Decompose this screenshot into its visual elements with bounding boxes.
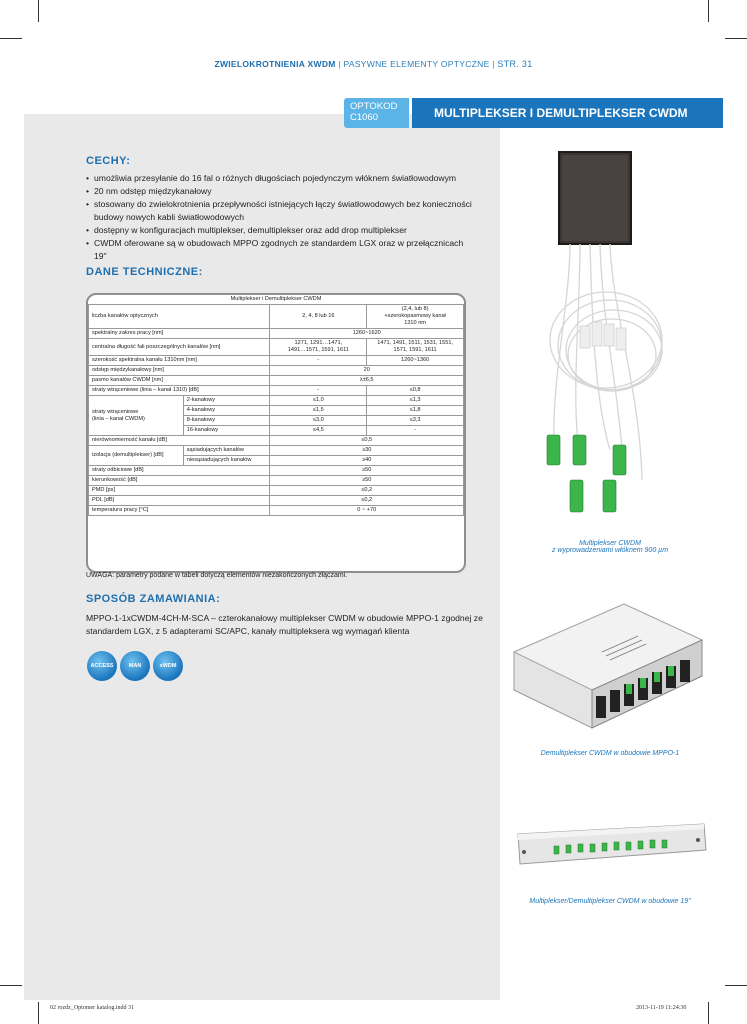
tag-access: ACCESS <box>87 651 117 681</box>
spec-table-box <box>86 293 466 573</box>
table-cell: 2-kanałowy <box>183 396 270 406</box>
product-code-badge <box>344 98 409 128</box>
cell-line: 1571, 1591, 1611 <box>393 347 437 353</box>
table-cell: ≥30 <box>270 446 464 456</box>
table-cell: straty wtrąceniowe (linia – kanał 1310) [dB] <box>89 386 270 396</box>
product-code-line2: C1060 <box>350 112 378 123</box>
list-item: • stosowany do zwielokrotnienia przepływności istniejących łączy światłowodowych bez konieczności budowy nowych kabli światłowodowych <box>86 198 476 224</box>
table-cell: 0 ~ +70 <box>270 506 464 516</box>
table-cell <box>367 305 464 329</box>
tag-xwdm: xWDM <box>153 651 183 681</box>
caption-line: z wyprowadzeniami włóknem 900 µm <box>551 547 669 554</box>
table-cell: 8-kanałowy <box>183 416 270 426</box>
table-row <box>89 366 464 376</box>
features-list <box>86 172 476 263</box>
table-cell: ≤1,5 <box>270 406 367 416</box>
table-cell <box>89 396 184 436</box>
header-category: PASYWNE ELEMENTY OPTYCZNE <box>343 59 490 69</box>
table-row <box>89 396 464 406</box>
table-cell: - <box>367 426 464 436</box>
table-cell: PDL [dB] <box>89 496 270 506</box>
table-cell: ≤3,3 <box>367 416 464 426</box>
table-row <box>89 476 464 486</box>
table-cell: pasmo kanałów CWDM [nm] <box>89 376 270 386</box>
table-cell: - <box>270 356 367 366</box>
product-code-line1: OPTOKOD <box>350 101 398 112</box>
table-cell: centralna długość fali poszczególnych kanałów [nm] <box>89 339 270 356</box>
table-cell: szerokość spektralna kanału 1310nm [nm] <box>89 356 270 366</box>
cell-line: +szerokopasmowy kanał <box>384 313 446 319</box>
table-row <box>89 486 464 496</box>
table-title: Multiplekser i Demultiplekser CWDM <box>89 295 464 305</box>
table-cell: izolacja (demultiplekser) [dB] <box>89 446 184 466</box>
caption-cwdm-module <box>510 540 710 554</box>
table-cell: ≤0,5 <box>270 436 464 446</box>
header-page: STR. 31 <box>497 59 533 69</box>
table-cell: straty odbiciowe [dB] <box>89 466 270 476</box>
list-item: • 20 nm odstęp międzykanałowy <box>86 185 476 198</box>
table-cell: 2, 4, 8 lub 16 <box>270 305 367 329</box>
rack-19-image <box>514 820 710 870</box>
list-item: • CWDM oferowane są w obudowach MPPO zgodnych ze standardem LGX oraz w przełącznicach 19" <box>86 237 476 263</box>
table-cell: ≤1,0 <box>270 396 367 406</box>
table-cell: ≥50 <box>270 466 464 476</box>
crop-mark <box>708 0 709 22</box>
table-row <box>89 506 464 516</box>
spec-table <box>88 295 464 516</box>
table-cell: λ±6,5 <box>270 376 464 386</box>
specs-heading: DANE TECHNICZNE: <box>86 266 203 278</box>
table-cell <box>270 339 367 356</box>
table-row <box>89 305 464 329</box>
list-item: • umożliwia przesyłanie do 16 fal o różnych długościach pojedynczym włóknem światłowodowym <box>86 172 476 185</box>
table-cell: temperatura pracy [°C] <box>89 506 270 516</box>
table-cell: 20 <box>270 366 464 376</box>
cell-line: 1310 nm <box>404 320 426 326</box>
table-row <box>89 436 464 446</box>
cwdm-module-image <box>540 150 700 535</box>
mppo1-enclosure-image <box>512 600 708 730</box>
table-cell: PMD [ps] <box>89 486 270 496</box>
crop-mark <box>725 38 747 39</box>
table-row <box>89 329 464 339</box>
table-row <box>89 386 464 396</box>
header-separator: | <box>492 59 495 69</box>
table-row <box>89 446 464 456</box>
table-cell: niesąsiadujących kanałów <box>183 456 270 466</box>
table-cell: ≤3,0 <box>270 416 367 426</box>
features-heading: CECHY: <box>86 155 131 167</box>
table-cell: 1260~1620 <box>270 329 464 339</box>
table-cell: ≤1,8 <box>367 406 464 416</box>
table-cell: spektralny zakres pracy [nm] <box>89 329 270 339</box>
crop-mark <box>38 1002 39 1024</box>
table-cell: 16-kanałowy <box>183 426 270 436</box>
footer-file: 02 rozdz_Optomer katalog.indd 31 <box>50 1005 134 1011</box>
table-cell: ≤0,8 <box>367 386 464 396</box>
table-row <box>89 496 464 506</box>
table-cell: ≥50 <box>270 476 464 486</box>
cell-line: 1471, 1491, 1511, 1531, 1551, <box>377 340 453 346</box>
header-separator: | <box>338 59 341 69</box>
table-cell: nierównomierność kanału [dB] <box>89 436 270 446</box>
ordering-heading: SPOSÓB ZAMAWIANIA: <box>86 593 221 605</box>
table-note: UWAGA: parametry podane w tabeli dotyczą elementów niezakończonych złączami. <box>86 572 348 579</box>
crop-mark <box>38 0 39 22</box>
table-cell: 4-kanałowy <box>183 406 270 416</box>
table-cell: sąsiadujących kanałów <box>183 446 270 456</box>
table-cell <box>367 339 464 356</box>
crop-mark <box>0 38 22 39</box>
table-row <box>89 339 464 356</box>
ordering-text: MPPO-1-1xCWDM-4CH-M-SCA – czterokanałowy multiplekser CWDM w obudowie MPPO-1 zgodnej ze standardem LGX, z 5 adapterami SC/APC, kanały multipleksera wg wymagań klienta <box>86 613 483 636</box>
table-cell: ≤0,2 <box>270 496 464 506</box>
table-cell: ≥40 <box>270 456 464 466</box>
table-cell: ≤4,5 <box>270 426 367 436</box>
crop-mark <box>708 1002 709 1024</box>
table-cell: liczba kanałów optycznych <box>89 305 270 329</box>
table-cell: 1260~1360 <box>367 356 464 366</box>
cell-line: (2,4, lub 8) <box>401 306 429 312</box>
footer-date: 2013-11-19 11:24:30 <box>636 1005 687 1011</box>
cell-line: straty wtrąceniowe <box>92 408 139 415</box>
table-row <box>89 356 464 366</box>
crop-mark <box>0 985 22 986</box>
caption-line: Multiplekser CWDM <box>579 540 641 547</box>
table-cell: - <box>270 386 367 396</box>
list-item: • dostępny w konfiguracjach multiplekser, demultiplekser oraz add drop multiplekser <box>86 224 476 237</box>
crop-mark <box>725 985 747 986</box>
tag-man: MAN <box>120 651 150 681</box>
cell-line: 1491…1571, 1591, 1611 <box>287 347 349 353</box>
table-cell: odstęp międzykanałowy [nm] <box>89 366 270 376</box>
caption-mppo1: Demultiplekser CWDM w obudowie MPPO-1 <box>540 750 680 757</box>
caption-rack19: Multiplekser/Demultiplekser CWDM w obudowie 19" <box>529 898 691 905</box>
header-section: ZWIELOKROTNIENIA XWDM <box>214 59 336 69</box>
cell-line: (linia – kanał CWDM) <box>92 415 145 422</box>
table-cell: ≤0,2 <box>270 486 464 496</box>
table-row <box>89 466 464 476</box>
cell-line: 1271, 1291…1471, <box>294 340 343 346</box>
page-title: MULTIPLEKSER I DEMULTIPLEKSER CWDM <box>412 98 723 128</box>
table-cell: kierunkowość [dB] <box>89 476 270 486</box>
table-row <box>89 376 464 386</box>
running-header <box>0 59 747 69</box>
table-cell: ≤1,3 <box>367 396 464 406</box>
